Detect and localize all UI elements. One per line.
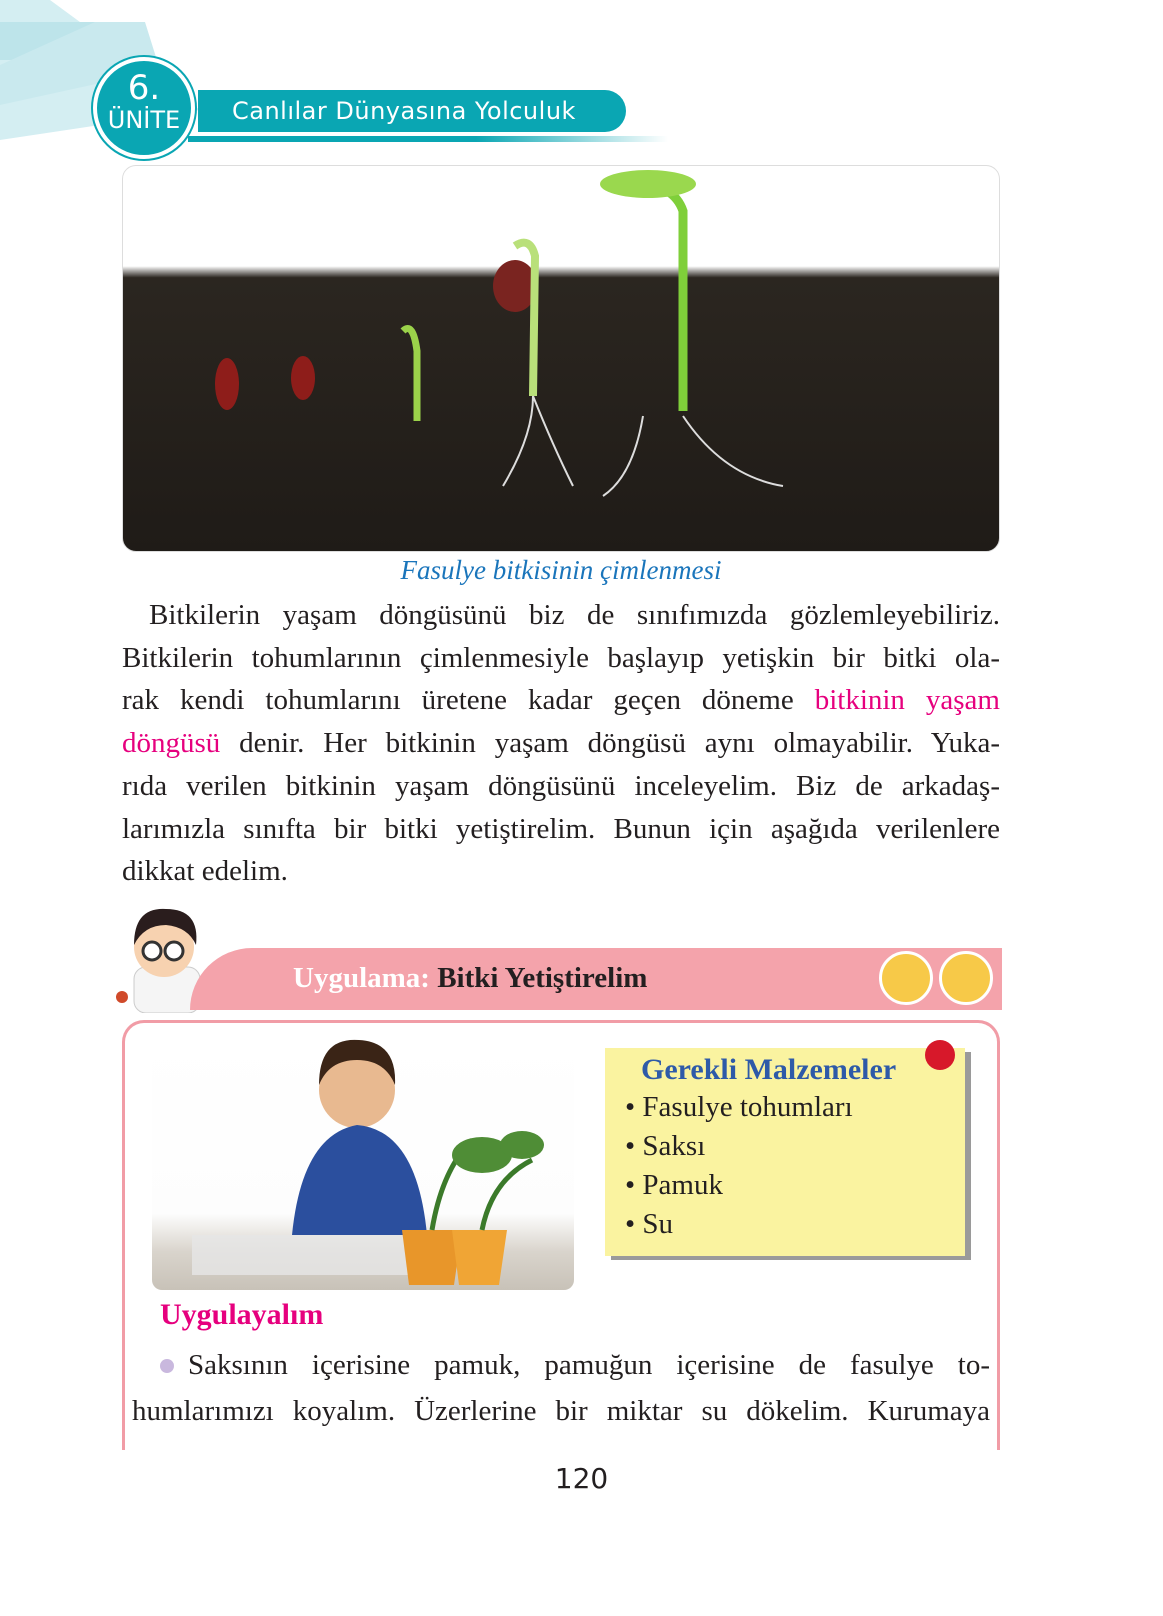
bean-germination-photo <box>122 165 1000 552</box>
lab-coat-icon <box>939 951 993 1005</box>
key-term: bitkinin yaşam <box>814 684 1000 717</box>
text: rıda verilen bitkinin yaşam döngüsünü inceleyelim. Biz de arkadaş- <box>122 769 1000 802</box>
text-line <box>122 765 1000 808</box>
push-pin-icon <box>925 1040 955 1070</box>
text-line <box>132 1388 990 1434</box>
text: dikkat edelim. <box>122 855 288 888</box>
unit-badge <box>93 57 195 159</box>
text-line <box>122 679 1000 722</box>
step-paragraph <box>132 1342 990 1434</box>
text-line <box>122 722 1000 765</box>
activity-label: Uygulama: <box>293 962 430 994</box>
bullet-icon <box>160 1359 174 1373</box>
materials-item: • Fasulye tohumları <box>625 1091 853 1123</box>
materials-note <box>605 1048 965 1256</box>
activity-title: Bitki Yetiştirelim <box>437 962 648 994</box>
page-number: 120 <box>554 1462 609 1495</box>
materials-item: • Saksı <box>625 1130 706 1162</box>
text-line <box>122 850 1000 893</box>
text: rak kendi tohumlarını üretene kadar geçen döneme <box>122 684 815 717</box>
steps-heading: Uygulayalım <box>160 1298 324 1331</box>
text: larımızla sınıfta bir bitki yetiştirelim. Bunun için aşağıda verilenlere <box>122 812 1000 845</box>
boy-planting-photo <box>152 1035 574 1290</box>
materials-title: Gerekli Malzemeler <box>641 1053 897 1086</box>
materials-item: • Su <box>625 1208 674 1240</box>
hand-washing-icon <box>879 951 933 1005</box>
key-term: döngüsü <box>122 727 221 760</box>
unit-title: Canlılar Dünyasına Yolculuk <box>198 90 626 132</box>
text-line <box>132 1342 990 1388</box>
text-line <box>122 808 1000 851</box>
materials-list <box>605 1088 965 1244</box>
figure-caption: Fasulye bitkisinin çimlenmesi <box>400 555 722 585</box>
intro-paragraph <box>122 594 1000 893</box>
text: Saksının içerisine pamuk, pamuğun içerisine de fasulye to- <box>188 1349 990 1381</box>
text: denir. Her bitkinin yaşam döngüsü aynı olmayabilir. Yuka- <box>220 727 1000 760</box>
text-line <box>122 594 1000 637</box>
text: Bitkilerin yaşam döngüsünü biz de sınıfımızda gözlemleyebiliriz. <box>149 599 1000 631</box>
text: humlarımızı koyalım. Üzerlerine bir miktar su dökelim. Kurumaya <box>132 1395 990 1427</box>
text-line <box>122 637 1000 680</box>
unit-label: ÜNİTE <box>107 106 181 134</box>
text: Bitkilerin tohumlarının çimlenmesiyle başlayıp yetişkin bir bitki ola- <box>122 641 1000 674</box>
materials-item: • Pamuk <box>625 1169 723 1201</box>
title-underline <box>188 136 668 142</box>
unit-number: 6. <box>127 68 161 108</box>
activity-heading <box>293 958 647 998</box>
